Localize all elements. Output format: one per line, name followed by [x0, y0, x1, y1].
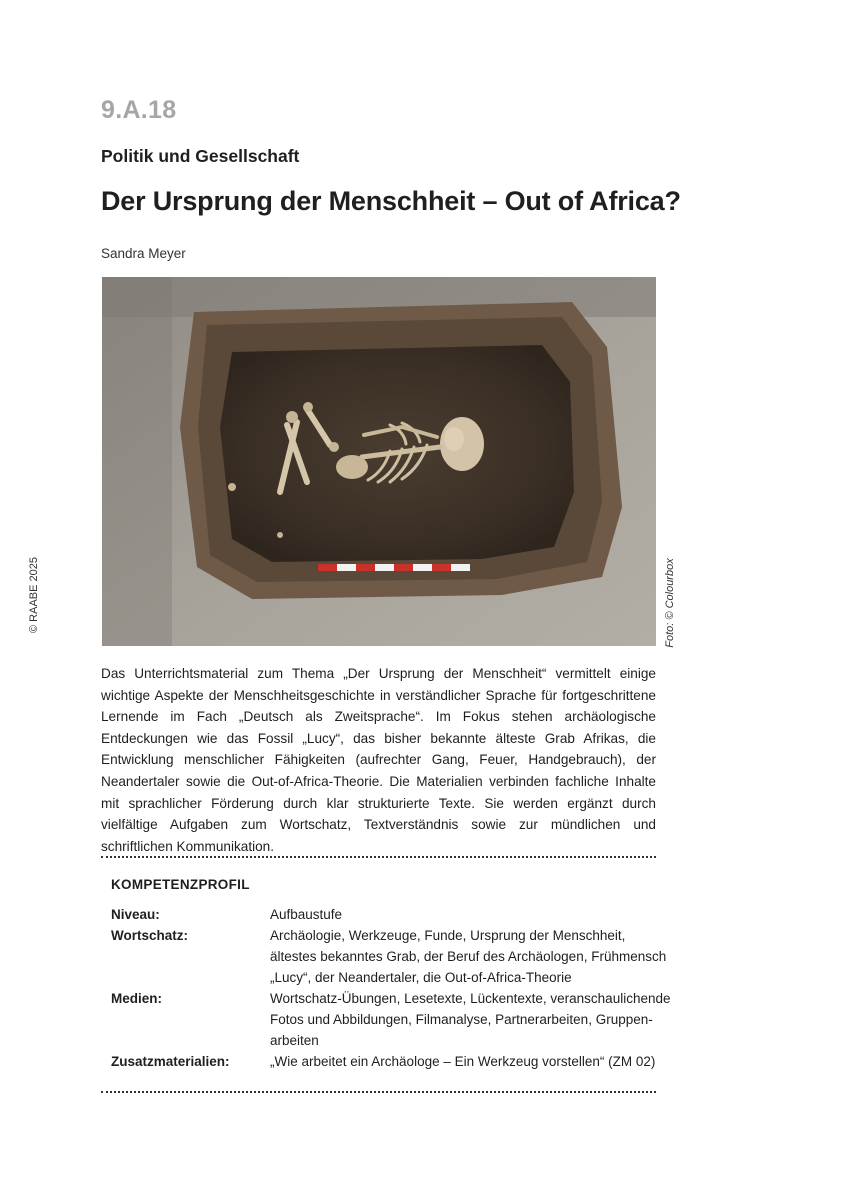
page-title: Der Ursprung der Menschheit – Out of Africa? — [101, 186, 681, 216]
kp-wortschatz-line: ältestes bekanntes Grab, der Beruf des Archäologen, Frühmensch — [270, 949, 667, 964]
kp-wortschatz-line: „Lucy“, der Neandertaler, die Out-of-Africa-Theorie — [270, 970, 572, 985]
material-code: 9.A.18 — [101, 96, 177, 124]
kp-label-niveau: Niveau: — [111, 907, 160, 922]
kp-niveau-line: Aufbaustufe — [270, 907, 343, 922]
kp-wortschatz-line: Archäologie, Werkzeuge, Funde, Ursprung der Menschheit, — [270, 928, 626, 943]
copyright-text: © RAABE 2025 — [28, 557, 40, 633]
kp-label-medien: Medien: — [111, 991, 163, 1006]
kp-value-wortschatz — [270, 925, 667, 988]
kp-medien-line: arbeiten — [270, 1033, 319, 1048]
kp-value-medien — [270, 988, 671, 1051]
divider-bottom — [101, 1091, 656, 1093]
intro-paragraph: Das Unterrichtsmaterial zum Thema „Der Ursprung der Menschheit“ vermittelt einige wichtige Aspekte der Menschheitsgeschichte in verständlicher Sprache für fortgeschrittene Lernende im Fach „Deutsch als Zweitsprache“. Im Fokus stehen archäologische Entdeckungen wie das Fossil „Lucy“, das bisher bekannte älteste Grab Afrikas, die Entwicklung menschlicher Fähigkeiten (aufrechter Gang, Feuer, Handgebrauch), der Neandertaler sowie die Out-of-Africa-Theorie. Die Materialien verbinden fachliche Inhalte mit sprachlicher Förderung durch klar strukturierte Texte. Sie werden ergänzt durch vielfältige Aufgaben zum Wortschatz, Textverständnis sowie zur mündlichen und schriftlichen Kommunikation. — [101, 666, 656, 854]
kp-medien-line: Fotos und Abbildungen, Filmanalyse, Partnerarbeiten, Gruppen- — [270, 1012, 653, 1027]
kp-label-wortschatz: Wortschatz: — [111, 928, 189, 943]
kp-value-niveau — [270, 904, 650, 925]
excavation-illustration — [102, 277, 656, 646]
measuring-scale — [318, 564, 470, 571]
subject-heading: Politik und Gesellschaft — [101, 146, 300, 166]
kp-label-zusatzmaterialien: Zusatzmaterialien: — [111, 1054, 230, 1069]
kompetenzprofil-heading: KOMPETENZPROFIL — [111, 877, 250, 892]
author-name: Sandra Meyer — [101, 246, 186, 261]
kp-zusatz-line: „Wie arbeitet ein Archäologe – Ein Werkzeug vorstellen“ (ZM 02) — [270, 1054, 656, 1069]
photo-credit-text: Foto: © Colourbox — [664, 558, 676, 648]
kp-medien-line: Wortschatz-Übungen, Lesetexte, Lückentexte, veranschaulichende — [270, 991, 671, 1006]
divider-top — [101, 856, 656, 858]
kp-value-zusatzmaterialien — [270, 1051, 656, 1072]
excavation-photo — [102, 277, 656, 646]
